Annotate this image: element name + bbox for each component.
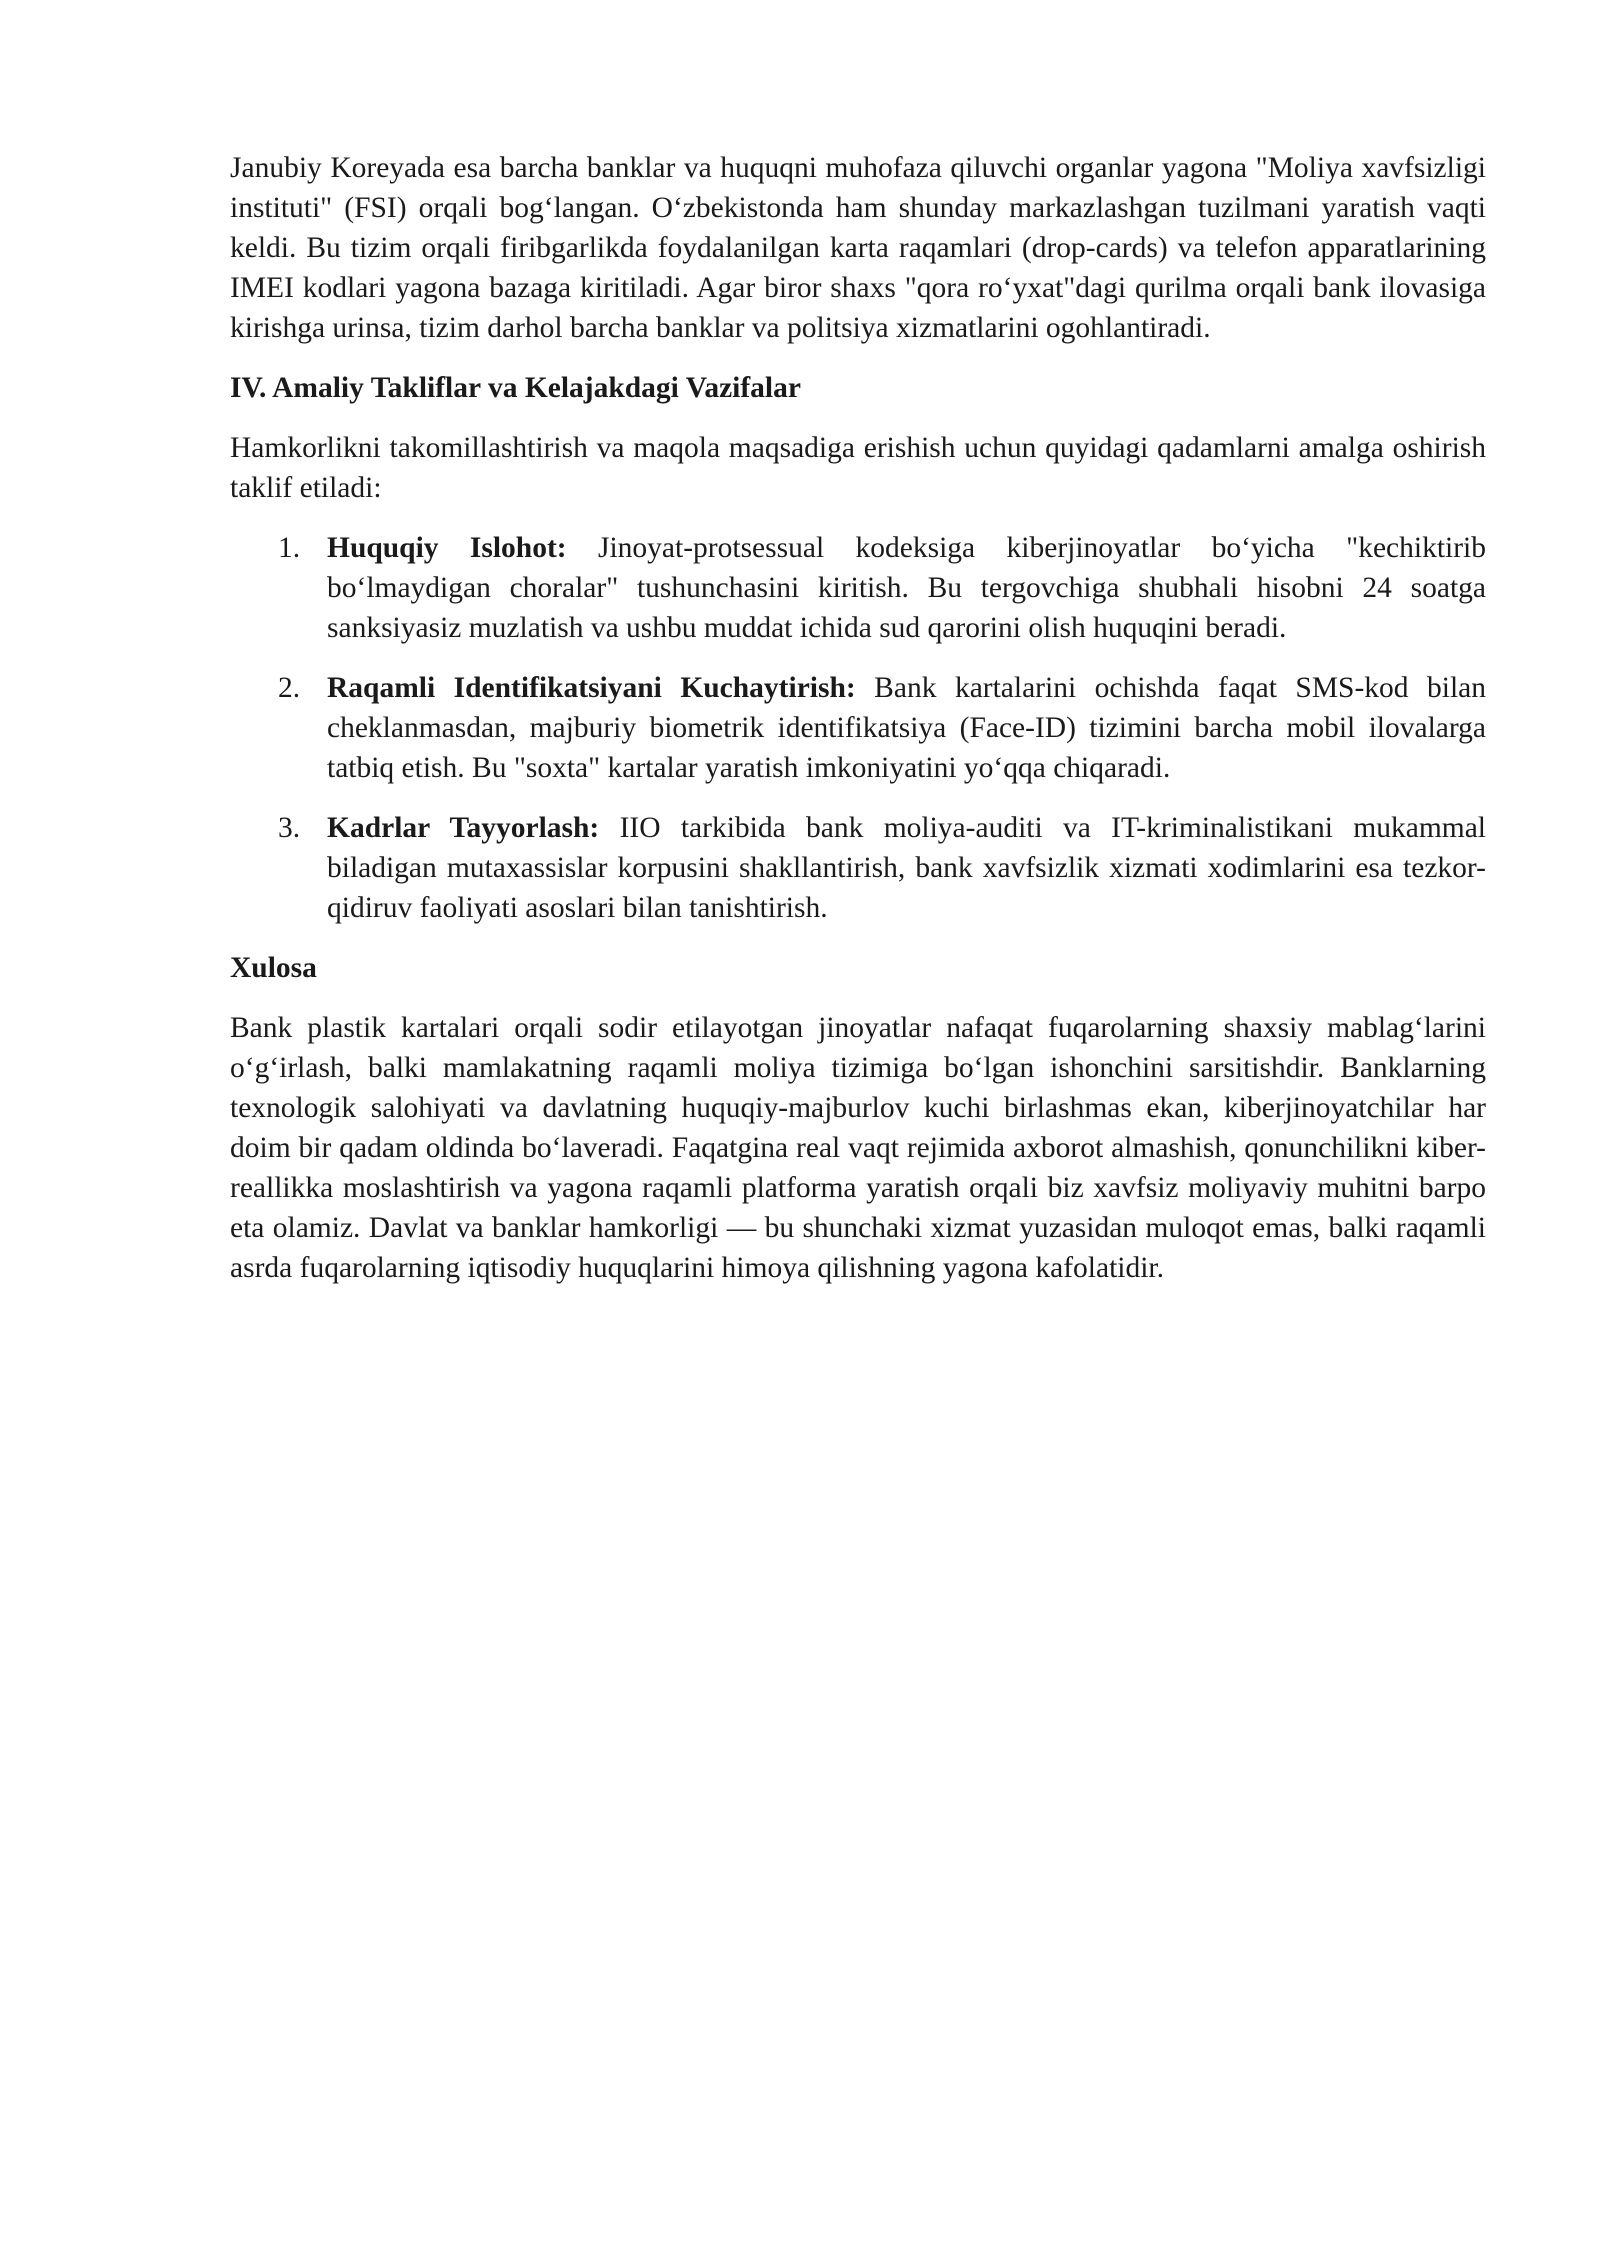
list-item — [278, 808, 1486, 928]
section-paragraph: Hamkorlikni takomillashtirish va maqola maqsadiga erishish uchun quyidagi qadamlarni amalga oshirish taklif etiladi: — [230, 432, 1486, 504]
intro-paragraph: Janubiy Koreyada esa barcha banklar va huquqni muhofaza qiluvchi organlar yagona "Moliya xavfsizligi instituti" (FSI) orqali bog‘langan. O‘zbekistonda ham shunday markazlashgan tuzilmani yaratish vaqti keldi. Bu tizim orqali firibgarlikda foydalanilgan karta raqamlari (drop-cards) va telefon apparatlarining IMEI kodlari yagona bazaga kiritiladi. Agar biror shaxs "qora ro‘yxat"dagi qurilma orqali bank ilovasiga kirishga urinsa, tizim darhol barcha banklar va politsiya xizmatlarini ogohlantiradi. — [230, 152, 1486, 344]
list-item — [278, 668, 1487, 788]
conclusion-heading: Xulosa — [230, 952, 317, 984]
conclusion-paragraph: Bank plastik kartalari orqali sodir etilayotgan jinoyatlar nafaqat fuqarolarning shaxsiy mablag‘larini o‘g‘irlash, balki mamlakatning raqamli moliya tizimiga bo‘lgan ishonchini sarsitishdir. Banklarning texnologik salohiyati va davlatning huquqiy-majburlov kuchi birlashmas ekan, kiberjinoyatchilar har doim bir qadam oldinda bo‘laveradi. Faqatgina real vaqt rejimida axborot almashish, qonunchilikni kiber-reallikka moslashtirish va yagona raqamli platforma yaratish orqali biz xavfsiz moliyaviy muhitni barpo eta olamiz. Davlat va banklar hamkorligi — bu shunchaki xizmat yuzasidan muloqot emas, balki raqamli asrda fuqarolarning iqtisodiy huquqlarini himoya qilishning yagona kafolatidir. — [230, 1012, 1486, 1284]
list-item — [278, 528, 1487, 648]
document-body — [230, 148, 1486, 1308]
section-heading: IV. Amaliy Takliflar va Kelajakdagi Vazifalar — [230, 372, 801, 404]
list-item-text: Bank kartalarini ochishda faqat SMS-kod bilan cheklanmasdan, majburiy biometrik identifikatsiya (Face-ID) tizimini barcha mobil ilovalarga tatbiq etish. Bu "soxta" kartalar yaratish imkoniyatini yo‘qqa chiqaradi. — [327, 672, 1487, 784]
list-item-text: Jinoyat-protsessual kodeksiga kiberjinoyatlar bo‘yicha "kechiktirib bo‘lmaydigan choralar" tushunchasini kiritish. Bu tergovchiga shubhali hisobni 24 soatga sanksiyasiz muzlatish va ushbu muddat ichida sud qarorini olish huquqini beradi. — [327, 532, 1487, 644]
list-item-number: 3. — [278, 812, 301, 844]
list-item-number: 1. — [278, 532, 301, 564]
proposals-list — [230, 528, 1486, 928]
list-item-number: 2. — [278, 672, 301, 704]
list-item-title: Raqamli Identifikatsiyani Kuchaytirish: — [327, 672, 856, 704]
list-item-title: Huquqiy Islohot: — [327, 532, 567, 564]
list-item-text: IIO tarkibida bank moliya-auditi va IT-kriminalistikani mukammal biladigan mutaxassislar korpusini shakllantirish, bank xavfsizlik xizmati xodimlarini esa tezkor-qidiruv faoliyati asoslari bilan tanishtirish. — [327, 812, 1486, 924]
list-item-title: Kadrlar Tayyorlash: — [327, 812, 600, 844]
